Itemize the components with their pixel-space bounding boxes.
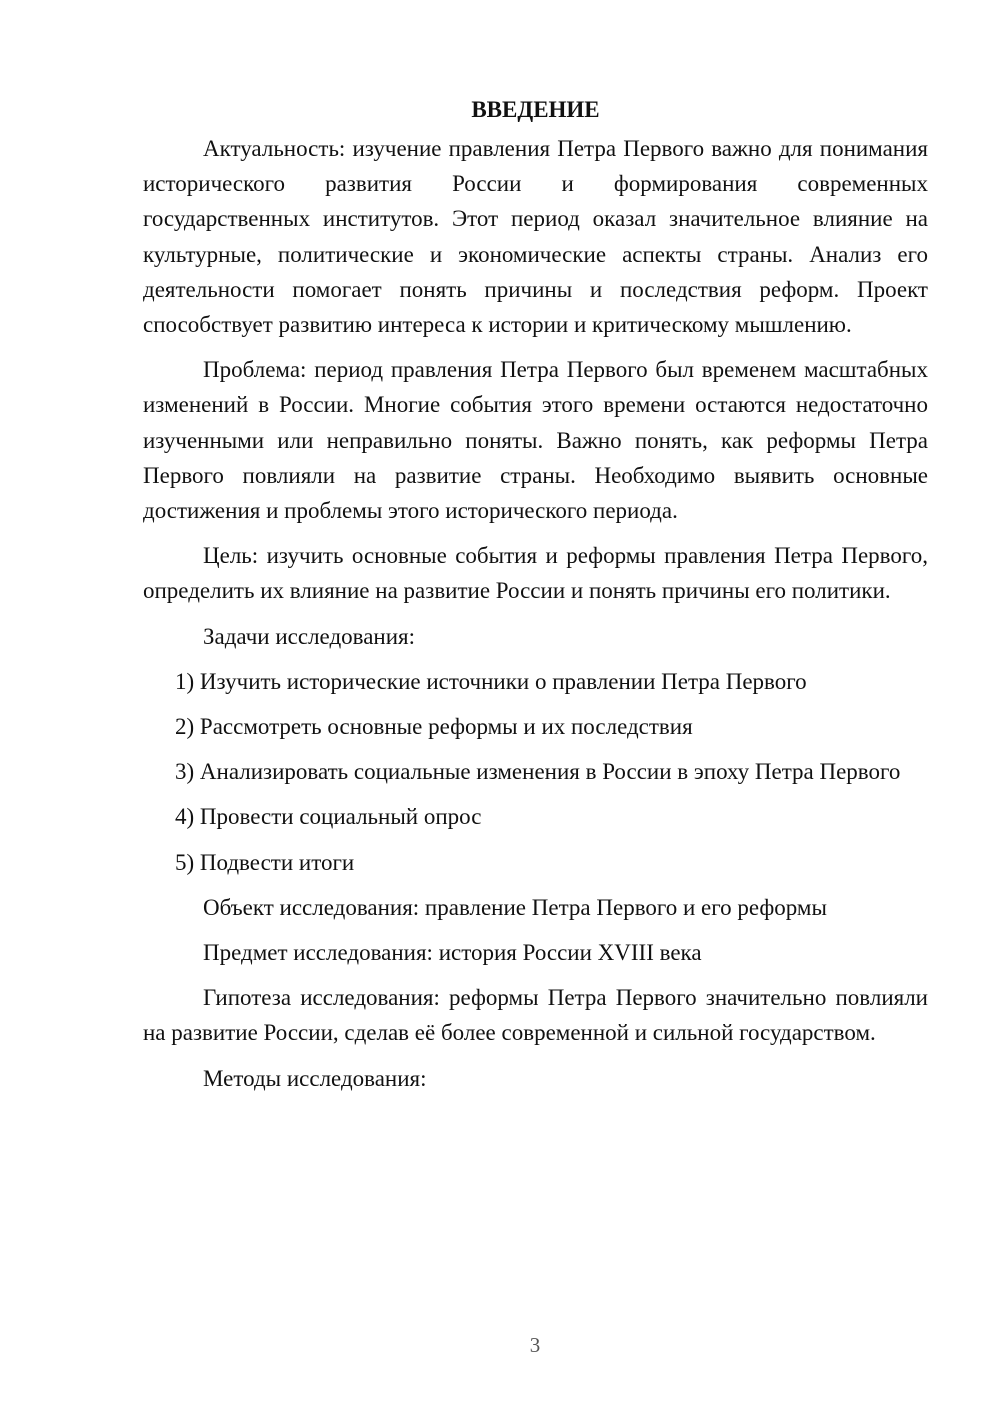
problem-paragraph: Проблема: период правления Петра Первого был временем масштабных изменений в России. Многие события этого времени остаются недостаточно изученными или неправильно поняты. Важно понять, как реформы Петра Первого повлияли на развитие страны. Необходимо выявить основные достижения и проблемы этого исторического периода. [143,357,928,524]
tasks-heading: Задачи исследования: [203,623,416,649]
document-page [143,92,928,1106]
page-number: 3 [529,1333,541,1357]
page-title: ВВЕДЕНИЕ [471,97,600,122]
task-item: 2) Рассмотреть основные реформы и их последствия [175,714,693,740]
research-hypothesis: Гипотеза исследования: реформы Петра Первого значительно повлияли на развитие России, сделав её более современной и сильной государством. [143,985,928,1046]
research-object: Объект исследования: правление Петра Первого и его реформы [203,894,827,920]
task-item: 5) Подвести итоги [175,849,355,875]
task-item: 3) Анализировать социальные изменения в России в эпоху Петра Первого [175,759,901,785]
relevance-paragraph: Актуальность: изучение правления Петра Первого важно для понимания исторического развития России и формирования современных государственных институтов. Этот период оказал значительное влияние на культурные, политические и экономические аспекты страны. Анализ его деятельности помогает понять причины и последствия реформ. Проект способствует развитию интереса к истории и критическому мышлению. [143,136,928,338]
task-item: 4) Провести социальный опрос [175,804,482,830]
goal-paragraph: Цель: изучить основные события и реформы правления Петра Первого, определить их влияние на развитие России и понять причины его политики. [143,543,928,604]
methods-heading: Методы исследования: [203,1065,427,1091]
task-item: 1) Изучить исторические источники о правлении Петра Первого [175,668,807,694]
research-subject: Предмет исследования: история России XVIII века [203,940,702,966]
